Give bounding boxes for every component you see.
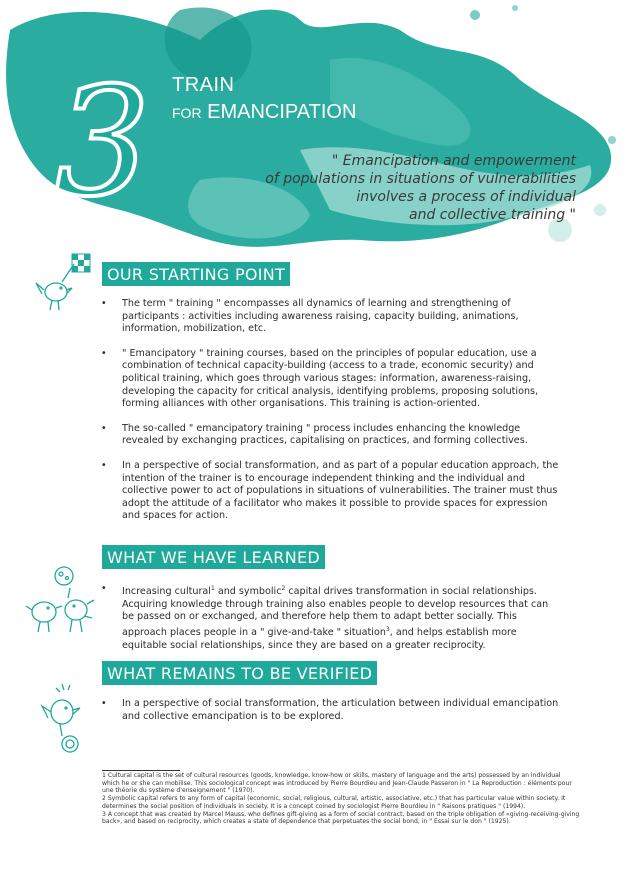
footnote-ref-2: 2 <box>281 585 286 592</box>
bullet-text: and symbolic <box>214 586 282 598</box>
footnote-ref-1: 1 <box>210 585 215 592</box>
quote-line: and collective training " <box>409 207 576 223</box>
footnote-divider <box>102 770 180 771</box>
footnote-2: 2 Symbolic capital refers to any form of capital (economic, social, religious, cultural, artistic, associative, etc.) that has particular value within society. It determines the social position of individuals in society. It is a concept coined by sociologist Pierre Bourdieu in " Raisons pratiques " (1994). <box>102 795 566 810</box>
footnote-1: 1 Cultural capital is the set of cultural resources (goods, knowledge, know-how or skills, mastery of language and the arts) possessed by an individual which he or she can mobilise. This sociological concept was introduced by Pierre Bourdieu and Jean-Claude Passeron in " La Reproduction : éléments pour une théorie du système d'enseignement " (1970). <box>102 772 572 795</box>
section-heading-starting-point: OUR STARTING POINT <box>102 262 290 286</box>
list-item: • " Emancipatory " training courses, based on the principles of popular education, use a combination of technical capacity-building (access to a trade, economic security) and political training, which goes through various stages: information, awareness-raising, developing the capacity for critical analysis, identifying problems, proposing solutions, forming alliances with other organisations. This training is action-oriented. <box>101 348 561 411</box>
list-item: • In a perspective of social transformation, and as part of a popular education approach, the intention of the trainer is to encourage independent thinking and the individual and collective power to act of populations in situations of vulnerabilities. The trainer must thus adopt the attitude of a facilitator who makes it possible to provide spaces for expression and spaces for action. <box>101 460 561 523</box>
bird-with-magnifier-icon <box>34 684 96 760</box>
bullet-text: Increasing cultural <box>122 586 211 598</box>
list-item: • The term " training " encompasses all dynamics of learning and strengthening of participants : activities including awareness raising, capacity building, animations, information, mobilization, etc. <box>101 298 561 336</box>
title-line-2 <box>172 101 356 124</box>
page-title <box>172 74 356 124</box>
chapter-number: 3 <box>55 56 151 230</box>
footnotes <box>102 772 580 826</box>
footnote-ref-3: 3 <box>385 625 390 633</box>
list-item: • In a perspective of social transformation, the articulation between individual emancipation and collective emancipation is to be explored. <box>101 698 561 723</box>
quote-line: involves a process of individual <box>356 189 576 205</box>
title-emancipation: EMANCIPATION <box>207 101 357 123</box>
learned-list <box>101 583 561 663</box>
bullet-text: capital drives transformation in social relationships. Acquiring knowledge through training also enables people to develop resources that can be passed on or exchanged, and therefore help them to adapt better socially. This approach places people in a " give-and-take " situation <box>122 586 549 639</box>
quote-line: of populations in situations of vulnerabilities <box>265 171 576 187</box>
two-birds-icon <box>24 562 100 640</box>
section-heading-learned: WHAT WE HAVE LEARNED <box>102 545 325 569</box>
list-item: • The so-called " emancipatory training " process includes enhancing the knowledge revealed by exchanging practices, capitalising on practices, and forming collectives. <box>101 423 561 448</box>
bullet-text: , and helps establish more equitable social relationships, since they are based on a greater reciprocity. <box>122 627 517 651</box>
title-for: FOR <box>172 105 202 121</box>
bird-with-flag-icon <box>32 250 94 318</box>
section-heading-to-verify: WHAT REMAINS TO BE VERIFIED <box>102 661 377 685</box>
header-quote <box>256 152 576 224</box>
to-verify-list <box>101 698 561 734</box>
footnote-3: 3 A concept that was created by Marcel Mauss, who defines gift-giving as a form of social contract, based on the triple obligation of «giving-receiving-giving back», and based on reciprocity, which creates a state of dependence that perpetuates the social bond, in " Essai sur le don " (1925). <box>102 810 580 826</box>
starting-point-list <box>101 298 561 534</box>
title-line-1: TRAIN <box>172 74 235 96</box>
list-item <box>101 583 561 652</box>
quote-line: " Emancipation and empowerment <box>331 153 576 169</box>
